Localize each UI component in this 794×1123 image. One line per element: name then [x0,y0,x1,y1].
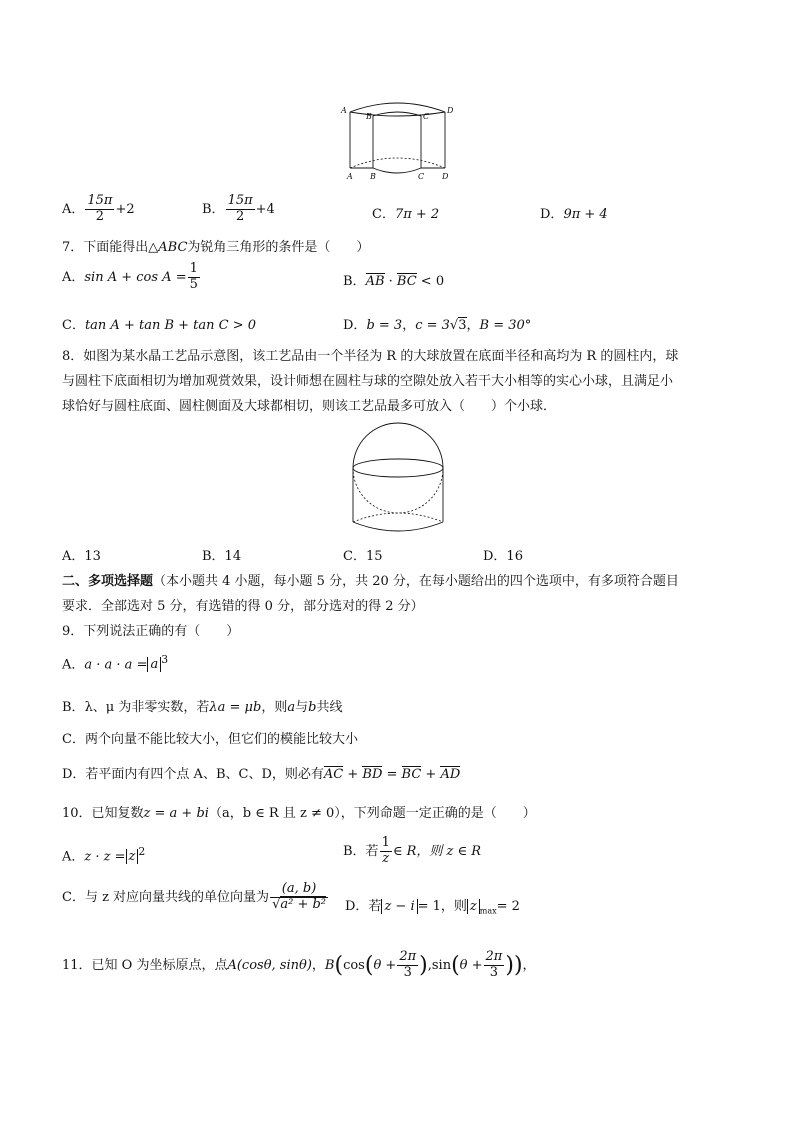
q8-line2: 与圆柱下底面相切为增加观赏效果，设计师想在圆柱与球的空隙处放入若干大小相等的实心小球，且满足小 [62,374,674,389]
q6-option-d: D．9π + 4 [540,207,608,222]
figure-sphere-cylinder [348,418,448,536]
q7-stem: 7．下面能得出△ABC为锐角三角形的条件是（ ） [62,240,370,255]
section2-line1: 二、多项选择题（本小题共 4 小题，每小题 5 分，共 20 分，在每小题给出的四个选项中，有多项符合题目 [62,574,679,589]
q9-option-a: A．a · a · a = a $^3$ [62,653,169,673]
section2-line2: 要求．全部选对 5 分，有选错的得 0 分，部分选对的得 2 分） [62,599,424,614]
label-B1: B [366,112,372,121]
q10-option-b: B．若 $\frac{1}{z}$ ∈ R，则 z ∈ R [343,835,482,866]
label-C: C [418,172,425,181]
q8-option-c: C．15 [343,549,383,564]
q9-option-c: C．两个向量不能比较大小，但它们的模能比较大小 [62,732,358,747]
q10-option-c: C．与 z 对应向量共线的单位向量为 $\frac{(a, b)}{\text{√a² + b²}}$ [62,881,327,912]
q10-option-a: A．z · z = z $^2$ [62,845,146,865]
label-A1: A [341,106,347,115]
q10-stem: 10．已知复数z = a + bi（a，b ∈ R 且 z ≠ 0），下列命题一定正确的是（ ） [62,806,536,821]
label-C1: C [423,112,430,121]
q10-option-d: D．若 z − i = 1，则 z $_{max}$= 2 [345,899,520,916]
q6-option-c: C．7π + 2 [372,207,440,222]
q9-option-d: D．若平面内有四个点 A、B、C、D，则必有AC + BD = BC + AD [62,767,461,782]
q7-option-b: B．AB · BC < 0 [343,274,445,289]
q6-option-b: B． $\frac{15\pi}{2}$ +4 [202,193,275,224]
q7-option-a: A．sin A + cos A = $\frac{1}{5}$ [62,261,198,292]
label-A: A [347,172,353,181]
label-D1: D [447,106,454,115]
q8-line1: 8．如图为某水晶工艺品示意图，该工艺品由一个半径为 R 的大球放置在底面半径和高均为 R 的圆柱内，球 [62,349,679,364]
label-B: B [370,172,376,181]
q8-option-a: A．13 [62,549,101,564]
label-D: D [442,172,449,181]
q7-option-d: D．b = 3，c = 3√3，B = 30° [343,318,532,333]
figure-cylinder-shell [335,100,460,182]
q11-stem: 11．已知 O 为坐标原点，点A(cosθ, sinθ)，B(cos(θ + $\frac{2\pi}{3}$ ),sin(θ + $\frac{2\pi}{3}$ ))， [62,949,536,980]
q9-option-b: B．λ、μ 为非零实数，若λa = μb，则a与b共线 [62,700,343,715]
q6-option-a: A． $\frac{15\pi}{2}$ +2 [62,193,135,224]
q7-option-c: C．tan A + tan B + tan C > 0 [62,318,257,333]
q8-option-d: D．16 [483,549,523,564]
q8-line3: 球恰好与圆柱底面、圆柱侧面及大球都相切，则该工艺品最多可放入（ ）个小球． [62,399,557,414]
q9-stem: 9．下列说法正确的有（ ） [62,624,240,639]
q8-option-b: B．14 [202,549,242,564]
